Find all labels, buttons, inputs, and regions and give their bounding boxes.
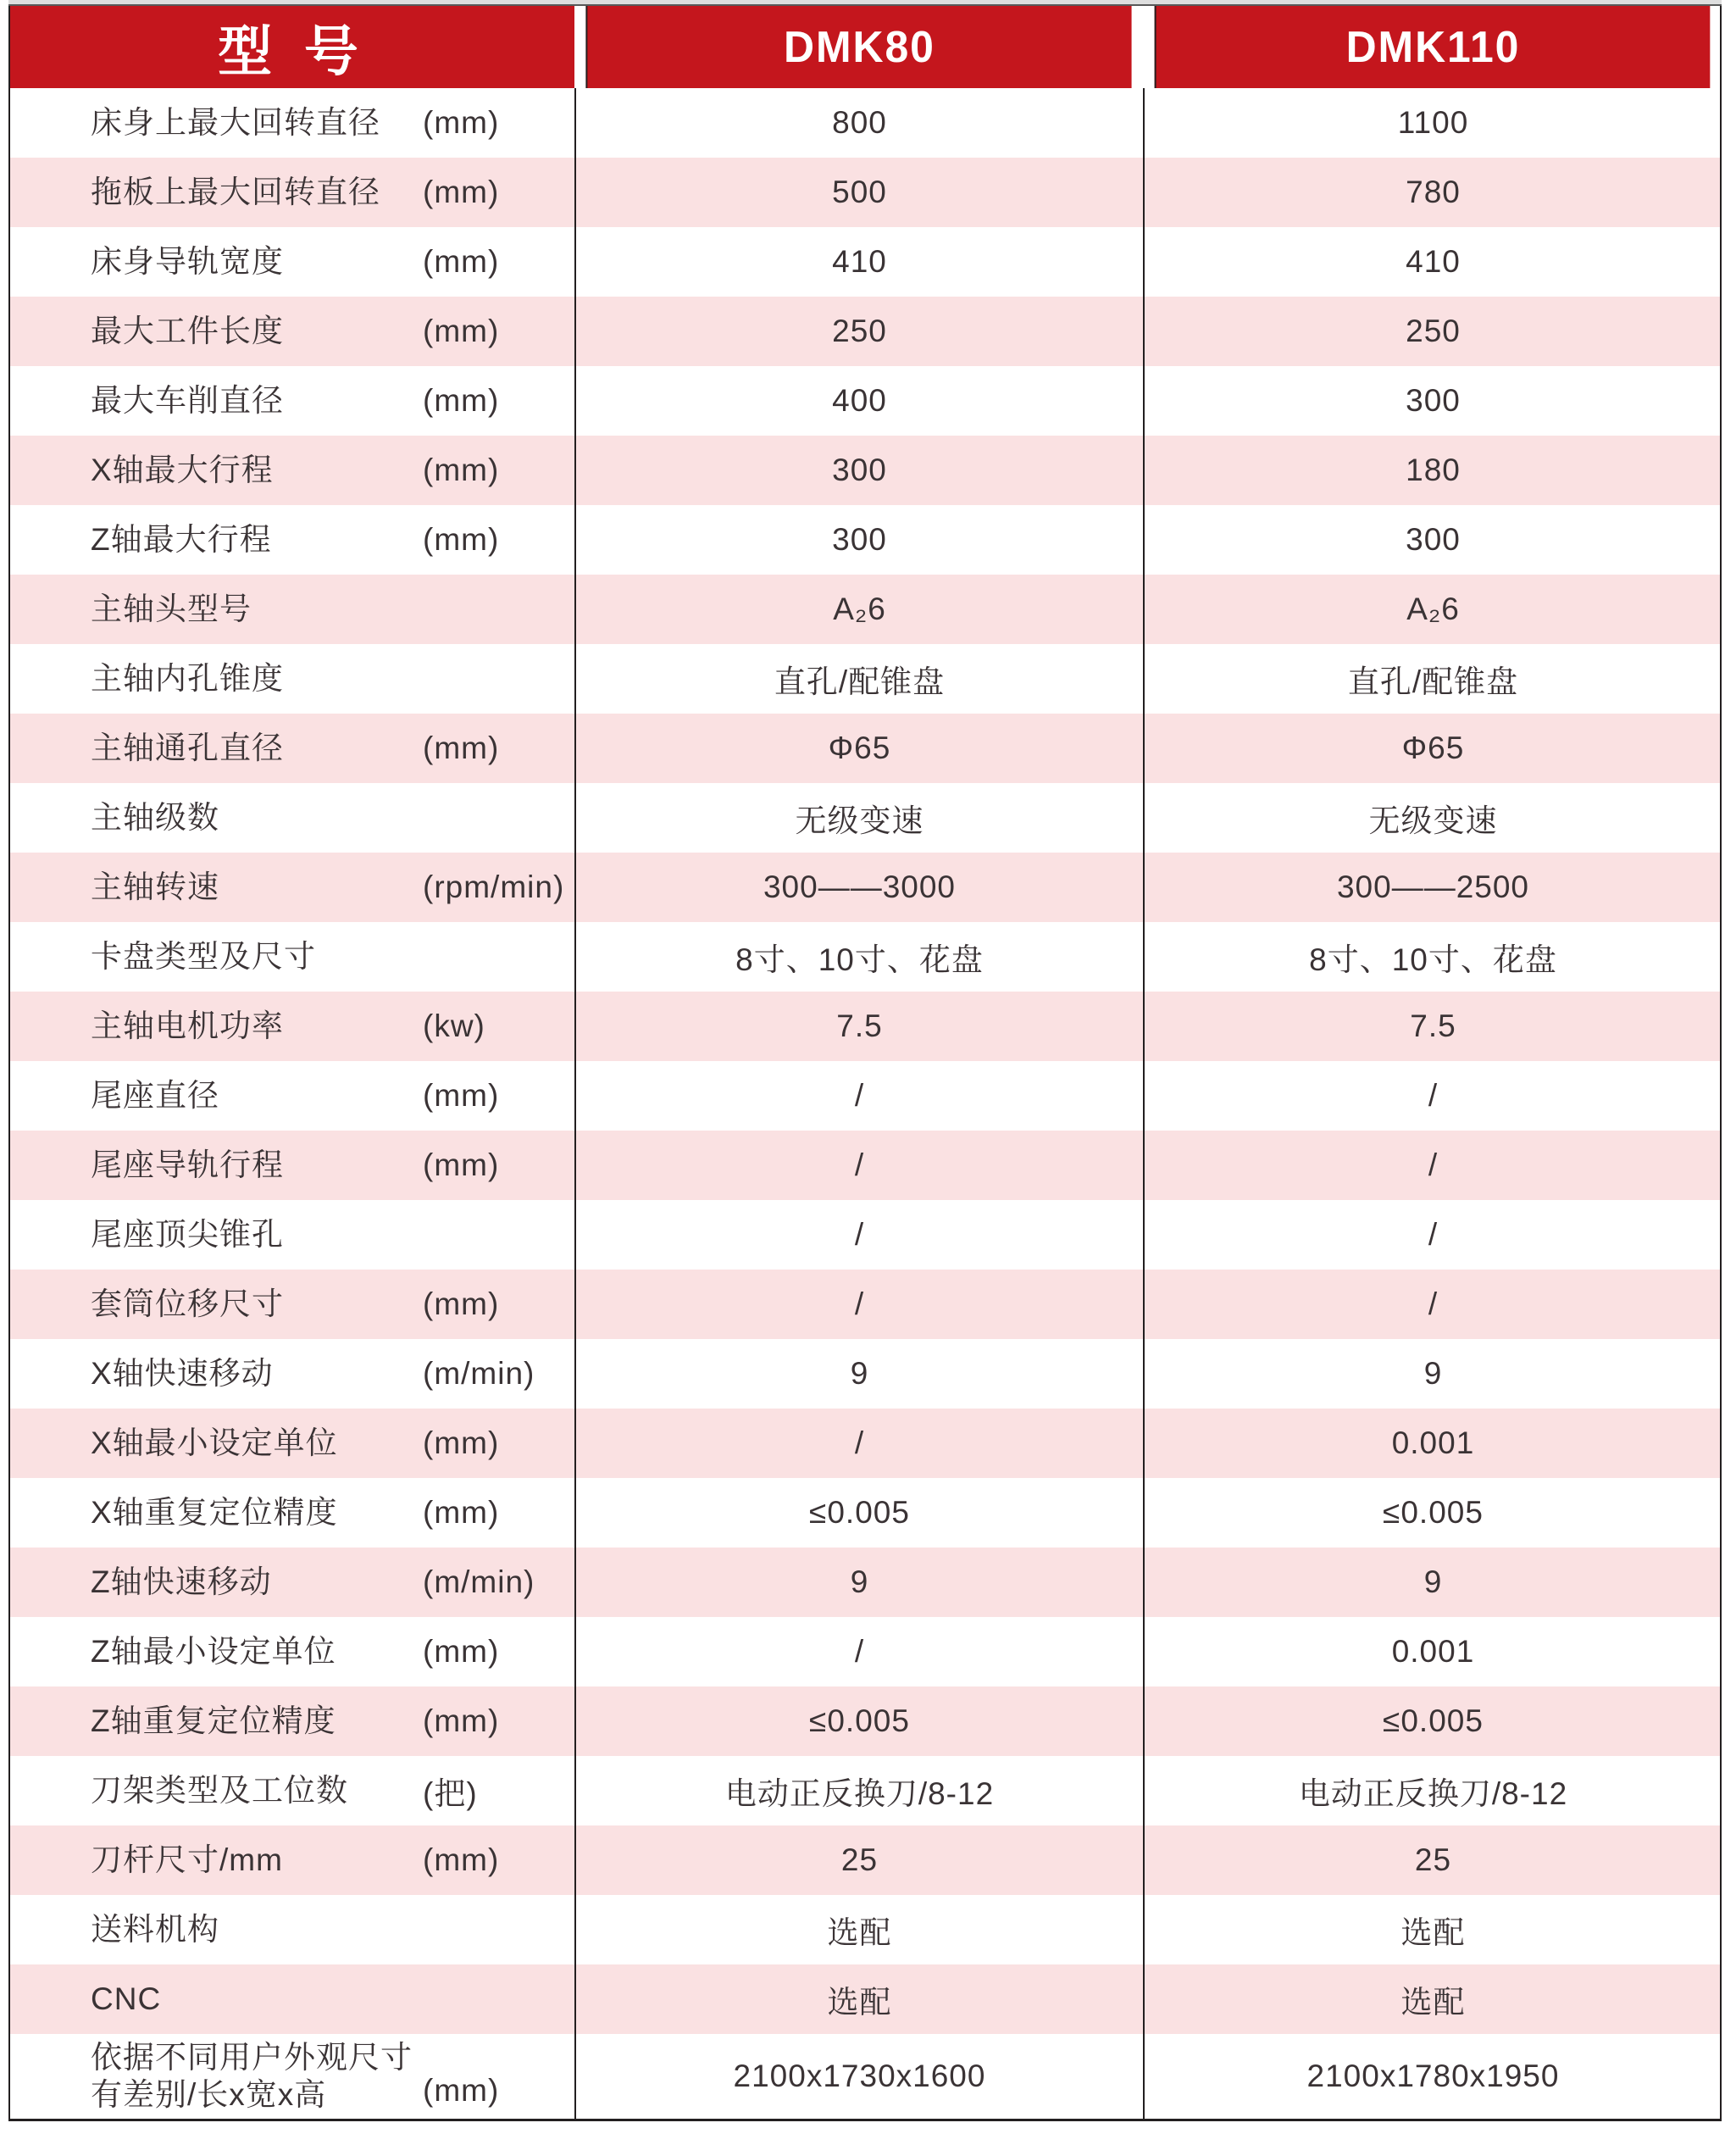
- table-row: [10, 1409, 1720, 1478]
- spec-value-dmk110: 0.001: [1143, 1617, 1722, 1686]
- spec-unit: (kw): [423, 1009, 485, 1043]
- spec-label: 床身导轨宽度: [91, 244, 284, 279]
- spec-value-dmk80: 300: [574, 505, 1143, 575]
- spec-value-dmk110: 8寸、10寸、花盘: [1143, 922, 1722, 992]
- table-row: [10, 88, 1720, 158]
- table-row: [10, 783, 1720, 853]
- spec-unit: (mm): [423, 314, 500, 348]
- table-row: [10, 158, 1720, 227]
- spec-value-dmk110: /: [1143, 1270, 1722, 1339]
- spec-value-dmk110: 选配: [1143, 1895, 1722, 1964]
- spec-label-cell: [10, 505, 574, 575]
- spec-unit: (mm): [423, 1147, 500, 1182]
- spec-label-cell: [10, 1756, 574, 1825]
- spec-value-dmk110: 780: [1143, 158, 1722, 227]
- spec-label: 套筒位移尺寸: [91, 1286, 284, 1321]
- spec-value-dmk80: 500: [574, 158, 1143, 227]
- spec-value-dmk80: 选配: [574, 1964, 1143, 2034]
- spec-value-dmk110: Φ65: [1143, 714, 1722, 783]
- spec-value-dmk80: Φ65: [574, 714, 1143, 783]
- spec-unit: (mm): [423, 1286, 500, 1321]
- spec-label: X轴快速移动: [91, 1356, 274, 1391]
- spec-label: 主轴通孔直径: [91, 731, 284, 765]
- spec-label-cell: [10, 1061, 574, 1131]
- spec-value-dmk80: ≤0.005: [574, 1686, 1143, 1756]
- spec-label-cell: [10, 644, 574, 714]
- spec-label-cell: [10, 436, 574, 505]
- header-dmk80: DMK80: [585, 6, 1131, 88]
- spec-unit: (mm): [423, 2073, 500, 2108]
- table-row: [10, 1686, 1720, 1756]
- spec-unit: (mm): [423, 105, 500, 140]
- spec-label-cell: [10, 1339, 574, 1409]
- spec-unit: (mm): [423, 1425, 500, 1460]
- spec-label-cell: [10, 1548, 574, 1617]
- spec-value-dmk80: ≤0.005: [574, 1478, 1143, 1548]
- table-row: [10, 436, 1720, 505]
- spec-value-dmk110: 300: [1143, 505, 1722, 575]
- spec-value-dmk110: 9: [1143, 1548, 1722, 1617]
- spec-value-dmk110: ≤0.005: [1143, 1686, 1722, 1756]
- spec-value-dmk80: /: [574, 1270, 1143, 1339]
- spec-label-cell: [10, 1686, 574, 1756]
- spec-value-dmk80: /: [574, 1409, 1143, 1478]
- table-row: [10, 1756, 1720, 1825]
- spec-label-cell: [10, 1825, 574, 1895]
- spec-value-dmk110: ≤0.005: [1143, 1478, 1722, 1548]
- spec-label-cell: [10, 575, 574, 644]
- spec-label: Z轴最大行程: [91, 522, 272, 557]
- table-row: [10, 1270, 1720, 1339]
- spec-label: 主轴转速: [91, 870, 219, 904]
- header-model: 型 号: [10, 6, 574, 88]
- spec-value-dmk110: /: [1143, 1200, 1722, 1270]
- spec-value-dmk110: 9: [1143, 1339, 1722, 1409]
- spec-value-dmk80: /: [574, 1617, 1143, 1686]
- table-row: [10, 1061, 1720, 1131]
- spec-value-dmk110: 电动正反换刀/8-12: [1143, 1756, 1722, 1825]
- spec-unit: (m/min): [423, 1564, 535, 1599]
- table-row: [10, 2034, 1720, 2119]
- spec-value-dmk80: 25: [574, 1825, 1143, 1895]
- spec-label: 依据不同用户外观尺寸 有差别/长x宽x高: [91, 2040, 413, 2112]
- spec-label: 拖板上最大回转直径: [91, 175, 380, 209]
- spec-value-dmk80: 300——3000: [574, 853, 1143, 922]
- spec-unit: (把): [423, 1776, 478, 1811]
- spec-unit: (mm): [423, 1842, 500, 1877]
- table-row: [10, 1478, 1720, 1548]
- spec-label: 主轴电机功率: [91, 1009, 284, 1043]
- spec-value-dmk110: 250: [1143, 297, 1722, 366]
- spec-value-dmk80: 800: [574, 88, 1143, 158]
- spec-label: 最大车削直径: [91, 383, 284, 418]
- spec-value-dmk80: 7.5: [574, 992, 1143, 1061]
- spec-unit: (mm): [423, 1495, 500, 1530]
- spec-value-dmk80: 8寸、10寸、花盘: [574, 922, 1143, 992]
- spec-label: X轴最大行程: [91, 453, 274, 487]
- spec-value-dmk110: 直孔/配锥盘: [1143, 644, 1722, 714]
- spec-unit: (mm): [423, 383, 500, 418]
- spec-value-dmk80: /: [574, 1131, 1143, 1200]
- spec-label-cell: [10, 1478, 574, 1548]
- spec-label-cell: [10, 922, 574, 992]
- spec-label: 最大工件长度: [91, 314, 284, 348]
- spec-value-dmk110: 2100x1780x1950: [1143, 2034, 1722, 2119]
- spec-label-cell: [10, 992, 574, 1061]
- spec-value-dmk110: 7.5: [1143, 992, 1722, 1061]
- spec-label: 尾座导轨行程: [91, 1147, 284, 1182]
- spec-value-dmk80: 300: [574, 436, 1143, 505]
- spec-label: X轴最小设定单位: [91, 1425, 338, 1460]
- spec-value-dmk80: /: [574, 1061, 1143, 1131]
- spec-unit: (mm): [423, 175, 500, 209]
- spec-label: X轴重复定位精度: [91, 1495, 338, 1530]
- spec-label-cell: [10, 1270, 574, 1339]
- spec-label-cell: [10, 1964, 574, 2034]
- table-row: [10, 1825, 1720, 1895]
- spec-unit: (mm): [423, 1078, 500, 1113]
- spec-value-dmk80: 2100x1730x1600: [574, 2034, 1143, 2119]
- table-row: [10, 575, 1720, 644]
- table-row: [10, 922, 1720, 992]
- spec-label-cell: [10, 227, 574, 297]
- spec-label-cell: [10, 853, 574, 922]
- header-dmk110: DMK110: [1155, 6, 1711, 88]
- spec-label-cell: [10, 1200, 574, 1270]
- table-row: [10, 853, 1720, 922]
- spec-label-cell: [10, 366, 574, 436]
- spec-label-cell: [10, 783, 574, 853]
- spec-value-dmk110: 1100: [1143, 88, 1722, 158]
- spec-label-cell: [10, 1617, 574, 1686]
- table-row: [10, 644, 1720, 714]
- spec-value-dmk110: 无级变速: [1143, 783, 1722, 853]
- spec-value-dmk110: 25: [1143, 1825, 1722, 1895]
- spec-label: 卡盘类型及尺寸: [91, 939, 316, 974]
- photo-bottom-edge: [8, 0, 1722, 6]
- spec-value-dmk110: /: [1143, 1061, 1722, 1131]
- spec-value-dmk110: A₂6: [1143, 575, 1722, 644]
- spec-value-dmk80: 9: [574, 1548, 1143, 1617]
- spec-label: 尾座顶尖锥孔: [91, 1217, 284, 1252]
- spec-value-dmk110: 选配: [1143, 1964, 1722, 2034]
- spec-label-cell: [10, 714, 574, 783]
- spec-label-cell: [10, 88, 574, 158]
- spec-value-dmk110: 180: [1143, 436, 1722, 505]
- spec-label: CNC: [91, 1981, 162, 2016]
- table-row: [10, 1617, 1720, 1686]
- table-row: [10, 1548, 1720, 1617]
- spec-label-cell: [10, 158, 574, 227]
- table-row: [10, 1964, 1720, 2034]
- spec-label-cell: [10, 2034, 574, 2119]
- spec-label: 尾座直径: [91, 1078, 219, 1113]
- spec-unit: (mm): [423, 522, 500, 557]
- table-row: [10, 366, 1720, 436]
- spec-label: 送料机构: [91, 1912, 219, 1947]
- table-row: [10, 1895, 1720, 1964]
- spec-value-dmk80: 250: [574, 297, 1143, 366]
- spec-label: 主轴内孔锥度: [91, 661, 284, 696]
- spec-value-dmk80: 无级变速: [574, 783, 1143, 853]
- spec-label-cell: [10, 1131, 574, 1200]
- spec-value-dmk80: 电动正反换刀/8-12: [574, 1756, 1143, 1825]
- spec-value-dmk80: 直孔/配锥盘: [574, 644, 1143, 714]
- table-row: [10, 227, 1720, 297]
- spec-label: Z轴重复定位精度: [91, 1703, 336, 1738]
- table-row: [10, 1200, 1720, 1270]
- spec-unit: (rpm/min): [423, 870, 565, 904]
- table-row: [10, 992, 1720, 1061]
- spec-unit: (mm): [423, 1703, 500, 1738]
- spec-label-cell: [10, 1409, 574, 1478]
- spec-value-dmk110: 410: [1143, 227, 1722, 297]
- spec-value-dmk80: /: [574, 1200, 1143, 1270]
- table-body: [10, 88, 1720, 2119]
- spec-label: 主轴级数: [91, 800, 219, 835]
- spec-value-dmk80: 400: [574, 366, 1143, 436]
- spec-value-dmk110: /: [1143, 1131, 1722, 1200]
- spec-table: [8, 6, 1722, 2121]
- table-header-row: [10, 6, 1720, 88]
- spec-unit: (m/min): [423, 1356, 535, 1391]
- table-row: [10, 714, 1720, 783]
- spec-label: Z轴最小设定单位: [91, 1634, 336, 1669]
- spec-unit: (mm): [423, 244, 500, 279]
- spec-label: Z轴快速移动: [91, 1564, 272, 1599]
- table-row: [10, 297, 1720, 366]
- spec-value-dmk110: 300: [1143, 366, 1722, 436]
- spec-label: 床身上最大回转直径: [91, 105, 380, 140]
- spec-unit: (mm): [423, 1634, 500, 1669]
- spec-value-dmk80: 410: [574, 227, 1143, 297]
- spec-value-dmk80: 9: [574, 1339, 1143, 1409]
- spec-label: 刀杆尺寸/mm: [91, 1842, 283, 1877]
- table-row: [10, 505, 1720, 575]
- spec-unit: (mm): [423, 453, 500, 487]
- spec-value-dmk110: 0.001: [1143, 1409, 1722, 1478]
- spec-label: 刀架类型及工位数: [91, 1773, 348, 1808]
- spec-value-dmk80: A₂6: [574, 575, 1143, 644]
- spec-value-dmk110: 300——2500: [1143, 853, 1722, 922]
- spec-label: 主轴头型号: [91, 592, 252, 626]
- spec-label-cell: [10, 1895, 574, 1964]
- table-row: [10, 1131, 1720, 1200]
- spec-unit: (mm): [423, 731, 500, 765]
- spec-value-dmk80: 选配: [574, 1895, 1143, 1964]
- spec-label-cell: [10, 297, 574, 366]
- table-row: [10, 1339, 1720, 1409]
